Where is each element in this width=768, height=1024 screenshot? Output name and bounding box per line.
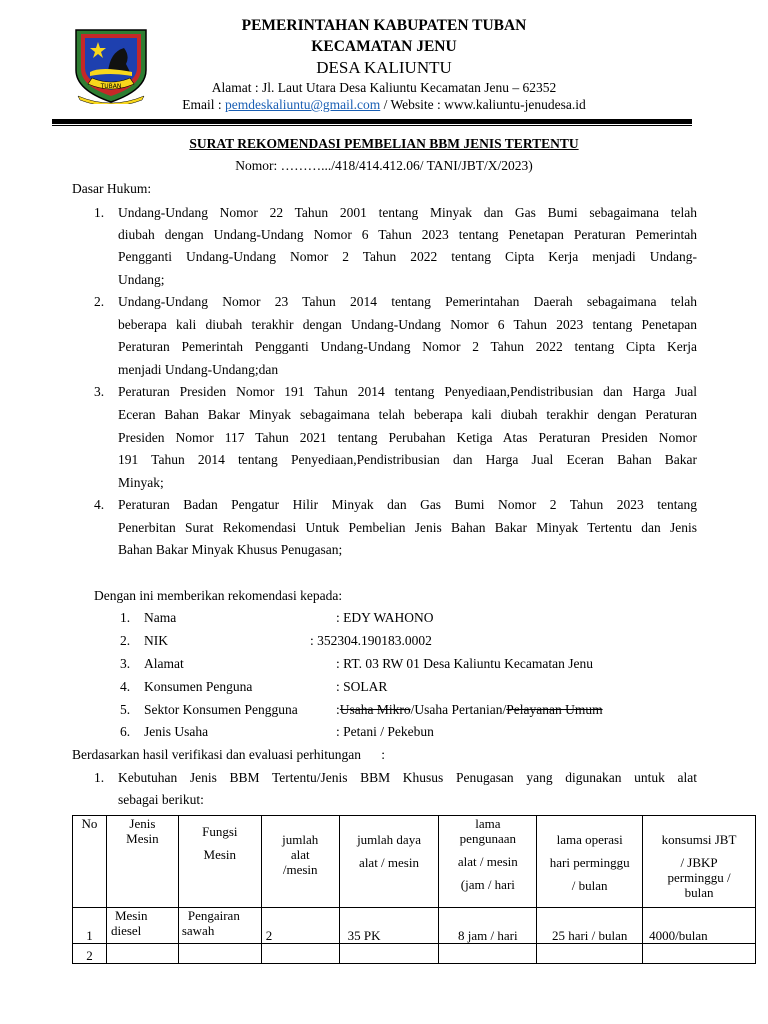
cell-empty bbox=[439, 944, 537, 964]
dasar-num: 4. bbox=[94, 497, 105, 512]
equipment-table bbox=[72, 815, 756, 964]
subject-num: 5. bbox=[120, 702, 131, 717]
header-jumlah-daya: jumlah daya alat / mesin bbox=[339, 816, 439, 908]
subject-label: Konsumen Penguna bbox=[144, 679, 253, 694]
subject-num: 3. bbox=[120, 656, 131, 671]
subject-value: :Usaha Mikro/Usaha Pertanian/Pelayanan Umum bbox=[336, 702, 603, 717]
subject-num: 6. bbox=[120, 724, 131, 739]
cell-empty bbox=[643, 944, 756, 964]
cell-lama: 8 jam / hari bbox=[439, 908, 537, 944]
subject-label: Nama bbox=[144, 610, 177, 625]
header-line-3: DESA KALIUNTU bbox=[316, 58, 452, 77]
dasar-line: Peraturan Badan Pengatur Hilir Minyak dan Gas Bumi Nomor 2 Tahun 2023 tentang bbox=[118, 497, 697, 512]
header-jumlah-alat: jumlah alat /mesin bbox=[261, 816, 339, 908]
kebutuhan-num: 1. bbox=[94, 770, 105, 785]
cell-operasi: 25 hari / bulan bbox=[537, 908, 643, 944]
dasar-line: Penerbitan Surat Rekomendasi Untuk Pembelian Jenis Bahan Bakar Minyak Tertentu dan Jenis bbox=[118, 520, 697, 535]
cell-konsumsi: 4000/bulan bbox=[643, 908, 756, 944]
header-lama-operasi: lama operasi hari perminggu / bulan bbox=[537, 816, 643, 908]
header-konsumsi: konsumsi JBT / JBKP perminggu / bulan bbox=[643, 816, 756, 908]
email-label: Email : bbox=[182, 97, 225, 112]
cell-jenis: Mesin diesel bbox=[106, 908, 178, 944]
kebutuhan-line: Kebutuhan Jenis BBM Tertentu/Jenis BBM Khusus Penugasan yang digunakan untuk alat bbox=[118, 770, 697, 785]
cell-empty bbox=[178, 944, 261, 964]
cell-daya: 35 PK bbox=[339, 908, 439, 944]
subject-label: Alamat bbox=[144, 656, 184, 671]
dasar-line: Presiden Nomor 117 Tahun 2021 tentang Perubahan Ketiga Atas Peraturan Presiden Nomor bbox=[118, 430, 697, 445]
recommendation-intro: Dengan ini memberikan rekomendasi kepada: bbox=[94, 588, 343, 603]
subject-value: : Petani / Pekebun bbox=[336, 724, 434, 739]
dasar-line: Bahan Bakar Minyak Khusus Penugasan; bbox=[118, 542, 343, 557]
dasar-line: Peraturan Pemerintah Pengganti Undang-Undang Nomor 2 Tahun 2022 tentang Cipta Kerja bbox=[118, 339, 697, 354]
header-rule-thin bbox=[52, 125, 692, 126]
header-lama-pengunaan: lama pengunaan alat / mesin (jam / hari bbox=[439, 816, 537, 908]
letter-number: Nomor: ……….../418/414.412.06/ TANI/JBT/X/2023) bbox=[235, 158, 533, 173]
verification-text: Berdasarkan hasil verifikasi dan evaluasi perhitungan : bbox=[72, 747, 386, 762]
kebutuhan-line: sebagai berikut: bbox=[118, 792, 204, 807]
svg-text:TUBAN: TUBAN bbox=[100, 83, 122, 90]
website-text: / Website : www.kaliuntu-jenudesa.id bbox=[380, 97, 586, 112]
subject-value: : SOLAR bbox=[336, 679, 388, 694]
dasar-hukum-label: Dasar Hukum: bbox=[72, 181, 152, 196]
subject-value: : 352304.190183.0002 bbox=[310, 633, 432, 648]
header-contact bbox=[120, 97, 648, 113]
table-row bbox=[73, 908, 756, 944]
subject-num: 1. bbox=[120, 610, 131, 625]
cell-empty bbox=[106, 944, 178, 964]
header-address: Alamat : Jl. Laut Utara Desa Kaliuntu Kecamatan Jenu – 62352 bbox=[211, 80, 557, 95]
dasar-line: Pengganti Undang-Undang Nomor 2 Tahun 2022 tentang Cipta Kerja menjadi Undang- bbox=[118, 249, 697, 264]
dasar-num: 2. bbox=[94, 294, 105, 309]
header-no: No bbox=[73, 816, 107, 908]
subject-num: 2. bbox=[120, 633, 131, 648]
cell-fungsi: Pengairan sawah bbox=[178, 908, 261, 944]
dasar-line: menjadi Undang-Undang;dan bbox=[118, 362, 279, 377]
header-line-1: PEMERINTAHAN KABUPATEN TUBAN bbox=[241, 17, 527, 34]
dasar-line: diubah dengan Undang-Undang Nomor 6 Tahun 2023 tentang Penetapan Peraturan Pemerintah bbox=[118, 227, 697, 242]
cell-no: 2 bbox=[73, 944, 107, 964]
header-jenis-mesin: Jenis Mesin bbox=[106, 816, 178, 908]
dasar-line: Minyak; bbox=[118, 475, 164, 490]
cell-empty bbox=[537, 944, 643, 964]
cell-no: 1 bbox=[73, 908, 107, 944]
dasar-line: beberapa kali diubah terakhir dengan Undang-Undang Nomor 6 Tahun 2023 tentang Penetapan bbox=[118, 317, 697, 332]
cell-jumlah: 2 bbox=[261, 908, 339, 944]
subject-label: Jenis Usaha bbox=[144, 724, 209, 739]
email-link[interactable]: pemdeskaliuntu@gmail.com bbox=[224, 97, 381, 112]
dasar-num: 1. bbox=[94, 205, 105, 220]
dasar-line: Undang-Undang Nomor 23 Tahun 2014 tentang Pemerintahan Daerah sebagaimana telah bbox=[118, 294, 697, 309]
header-fungsi-mesin: Fungsi Mesin bbox=[178, 816, 261, 908]
subject-label: NIK bbox=[144, 633, 168, 648]
subject-value: : RT. 03 RW 01 Desa Kaliuntu Kecamatan Jenu bbox=[336, 656, 594, 671]
dasar-line: Peraturan Presiden Nomor 191 Tahun 2014 tentang Penyediaan,Pendistribusian dan Harga Jual bbox=[118, 384, 697, 399]
table-header-row bbox=[73, 816, 756, 908]
letter-title: SURAT REKOMENDASI PEMBELIAN BBM JENIS TERTENTU bbox=[189, 136, 579, 151]
struck-option: Usaha Mikro bbox=[339, 702, 411, 717]
subject-num: 4. bbox=[120, 679, 131, 694]
subject-value: : EDY WAHONO bbox=[336, 610, 434, 625]
dasar-line: Eceran Bahan Bakar Minyak sebagaimana telah beberapa kali diubah terakhir dengan Peraturan bbox=[118, 407, 697, 422]
header-line-2: KECAMATAN JENU bbox=[311, 38, 457, 55]
cell-empty bbox=[261, 944, 339, 964]
cell-empty bbox=[339, 944, 439, 964]
dasar-line: Undang-Undang Nomor 22 Tahun 2001 tentang Minyak dan Gas Bumi sebagaimana telah bbox=[118, 205, 697, 220]
dasar-line: Undang; bbox=[118, 272, 165, 287]
subject-label: Sektor Konsumen Pengguna bbox=[144, 702, 298, 717]
dasar-num: 3. bbox=[94, 384, 105, 399]
table-row bbox=[73, 944, 756, 964]
header-rule-thick bbox=[52, 119, 692, 124]
struck-option: Pelayanan Umum bbox=[506, 702, 603, 717]
dasar-line: 191 Tahun 2014 tentang Penyediaan,Pendistribusian dan Harga Jual Eceran Bahan Bakar bbox=[118, 452, 697, 467]
